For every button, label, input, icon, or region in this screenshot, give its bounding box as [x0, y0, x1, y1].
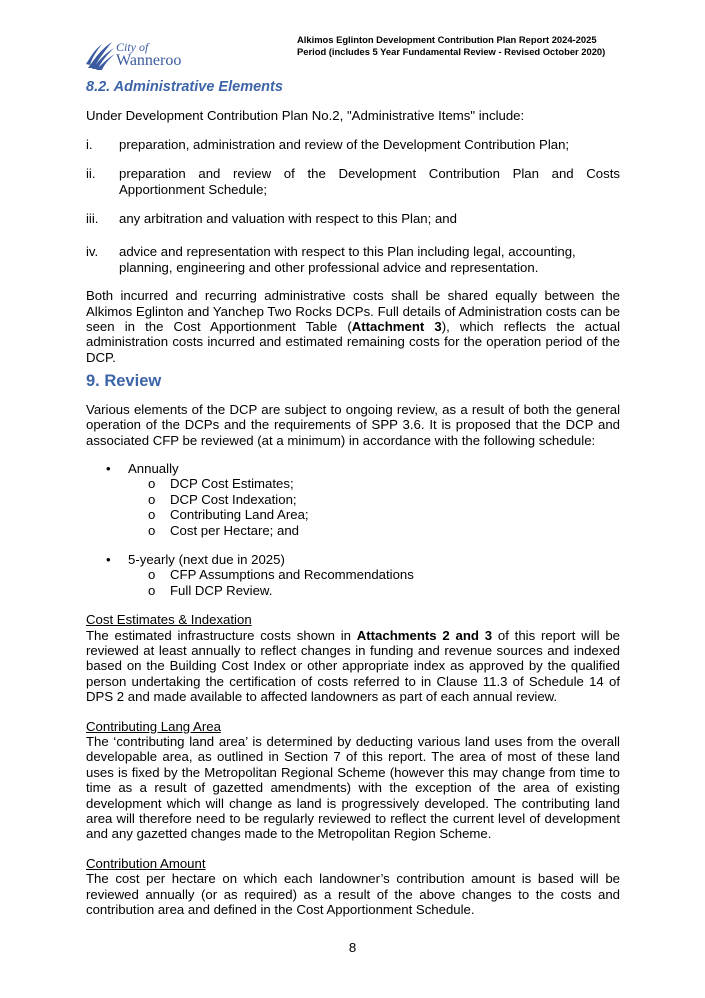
sub-bullet: o	[148, 567, 156, 583]
section-8-2-heading: 8.2. Administrative Elements	[86, 79, 283, 95]
section-9-heading: 9. Review	[86, 372, 162, 391]
schedule-item-5-yearly	[106, 552, 620, 598]
cost-estimates-title: Cost Estimates & Indexation	[86, 612, 252, 628]
list-item	[148, 583, 620, 598]
para-text: The estimated infrastructure costs shown in	[86, 627, 357, 643]
annual-items-list	[128, 476, 620, 538]
item-text: Contributing Land Area;	[170, 507, 309, 523]
item-number: i.	[86, 136, 93, 152]
item-text: DCP Cost Indexation;	[170, 491, 297, 507]
sub-bullet: o	[148, 491, 156, 507]
contributing-land-area-paragraph: The ‘contributing land area’ is determined by deducting various land uses from the overall developable area, as outlined in Section 7 of this report. The area of most of these land uses is fixed by the Metropolitan Regional Scheme (however this may change from time to time as a result of gazetted amendments) with the exception of the area of existing development which will change as land is progressively developed. The contributing land area will therefore need to be regularly reviewed to reflect the current level of development and any gazetted changes made to the Metropolitan Region Scheme.	[86, 734, 620, 842]
list-item	[86, 244, 620, 275]
item-text: any arbitration and valuation with respect to this Plan; and	[119, 211, 457, 227]
sub-bullet: o	[148, 522, 156, 538]
list-item	[148, 507, 620, 522]
para-text: of this report will be reviewed at least annually to reflect changes in funding and revenue sources and indexed based on the Building Cost Index or other appropriate index as approved by the qualified person undertaking the certification of costs referred to in Clause 11.3 of Schedule 14 of DPS 2 and made available to affected landowners as part of each annual review.	[86, 627, 620, 705]
schedule-item-annually	[106, 461, 620, 538]
para-text: ), which reflects the actual administration costs incurred and estimated remaining costs for the operation period of the DCP.	[86, 319, 620, 365]
para-text: Both incurred and recurring administrative costs shall be shared equally between the Alkimos Eglinton and Yanchep Two Rocks DCPs. Full details of Administration costs can be seen in the Cost Apportionment Table (	[86, 288, 620, 335]
item-text: preparation and review of the Development Contribution Plan and Costs Apportionment Schedule;	[119, 166, 620, 197]
administrative-costs-paragraph	[86, 288, 620, 365]
list-item	[148, 492, 620, 507]
logo-city-text: City of	[116, 40, 149, 54]
list-item	[148, 567, 620, 582]
list-item	[86, 211, 620, 226]
document-header	[297, 34, 617, 57]
administrative-items-list	[86, 137, 620, 275]
schedule-label: Annually	[128, 460, 179, 476]
review-intro: Various elements of the DCP are subject to ongoing review, as a result of both the general operation of the DCPs and the requirements of SPP 3.6. It is proposed that the DCP and associated CFP be reviewed (at a minimum) in accordance with the following schedule:	[86, 401, 620, 448]
list-item	[148, 476, 620, 491]
contribution-amount-paragraph: The cost per hectare on which each landowner’s contribution amount is based will be reviewed annually (or as required) as a result of the above changes to the costs and contribution area and defined in the Cost Apportionment Schedule.	[86, 871, 620, 918]
item-text: Cost per Hectare; and	[170, 522, 300, 538]
cost-estimates-paragraph	[86, 628, 620, 705]
header-line-1: Alkimos Eglinton Development Contribution Plan Report 2024-2025	[297, 34, 597, 45]
item-text: Full DCP Review.	[170, 582, 273, 598]
page-content	[86, 80, 620, 917]
contributing-land-area-title: Contributing Lang Area	[86, 718, 221, 734]
item-number: ii.	[86, 166, 96, 182]
schedule-label: 5-yearly (next due in 2025)	[128, 551, 285, 567]
logo-wordmark	[116, 40, 181, 68]
list-item	[148, 523, 620, 538]
item-text: CFP Assumptions and Recommendations	[170, 567, 414, 583]
list-item	[86, 166, 620, 197]
page-number: 8	[348, 940, 357, 955]
item-text: advice and representation with respect to this Plan including legal, accounting, planning, engineering and other professional advice and representation.	[119, 244, 576, 275]
item-text: DCP Cost Estimates;	[170, 476, 294, 492]
sub-bullet: o	[148, 582, 156, 598]
item-number: iii.	[86, 211, 99, 227]
sub-bullet: o	[148, 476, 156, 492]
list-item	[86, 137, 620, 152]
header-line-2: Period (includes 5 Year Fundamental Review - Revised October 2020)	[297, 45, 606, 57]
five-yearly-items-list	[128, 567, 620, 598]
bullet: •	[106, 460, 111, 476]
sub-bullet: o	[148, 507, 156, 523]
item-text: preparation, administration and review of the Development Contribution Plan;	[119, 136, 570, 152]
contribution-amount-title: Contribution Amount	[86, 855, 206, 871]
item-number: iv.	[86, 244, 99, 260]
section-8-2-intro: Under Development Contribution Plan No.2, "Administrative Items" include:	[86, 108, 525, 124]
attachment-reference: Attachment 3	[351, 319, 442, 335]
bullet: •	[106, 551, 111, 567]
attachment-reference: Attachments 2 and 3	[356, 627, 493, 643]
review-schedule-list	[86, 461, 620, 598]
logo-name-text: Wanneroo	[116, 52, 182, 69]
